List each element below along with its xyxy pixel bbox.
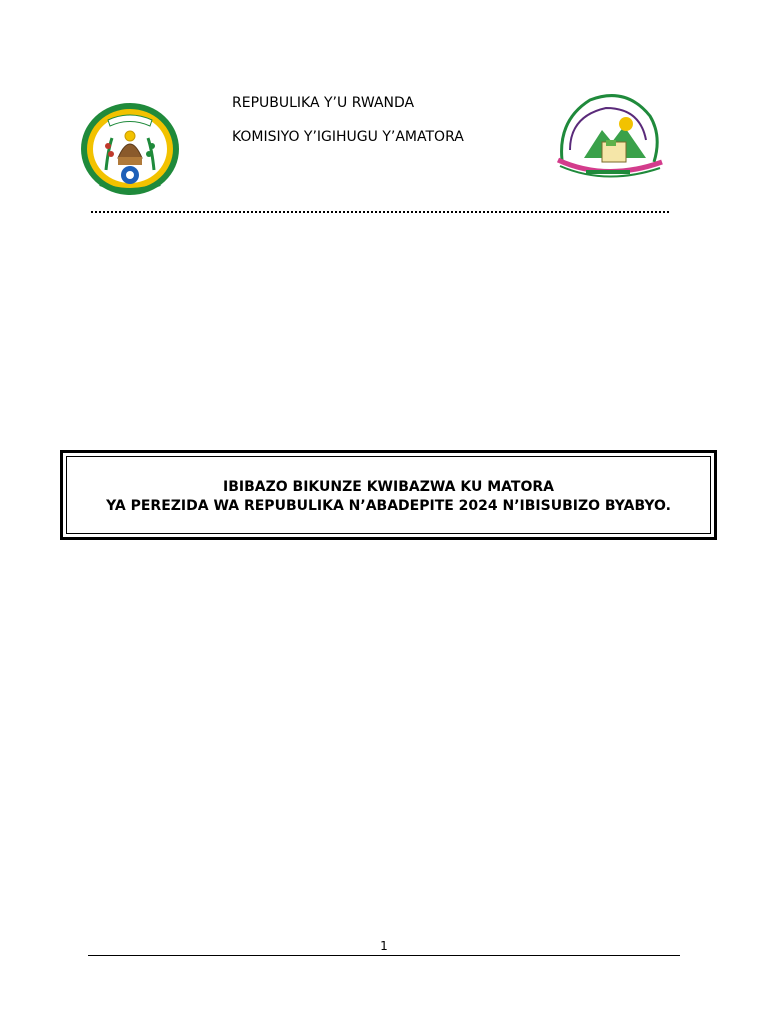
document-title-line-2: YA PEREZIDA WA REPUBULIKA N’ABADEPITE 2024 N’IBISUBIZO BYABYO. [106, 498, 671, 514]
footer-rule [88, 955, 680, 956]
document-title-line-1: IBIBAZO BIKUNZE KWIBAZWA KU MATORA [223, 479, 554, 495]
header-commission-name: KOMISIYO Y’IGIHUGU Y’AMATORA [232, 129, 464, 145]
rwanda-national-seal [78, 100, 182, 198]
header-dotted-separator [91, 211, 669, 213]
header-country-name: REPUBULIKA Y’U RWANDA [232, 95, 415, 111]
title-box-inner-border [66, 456, 711, 534]
electoral-commission-logo [550, 90, 666, 182]
page-number: 1 [380, 939, 388, 953]
commission-logo-icon [550, 90, 666, 182]
national-seal-icon [78, 100, 182, 198]
title-box [60, 450, 717, 540]
